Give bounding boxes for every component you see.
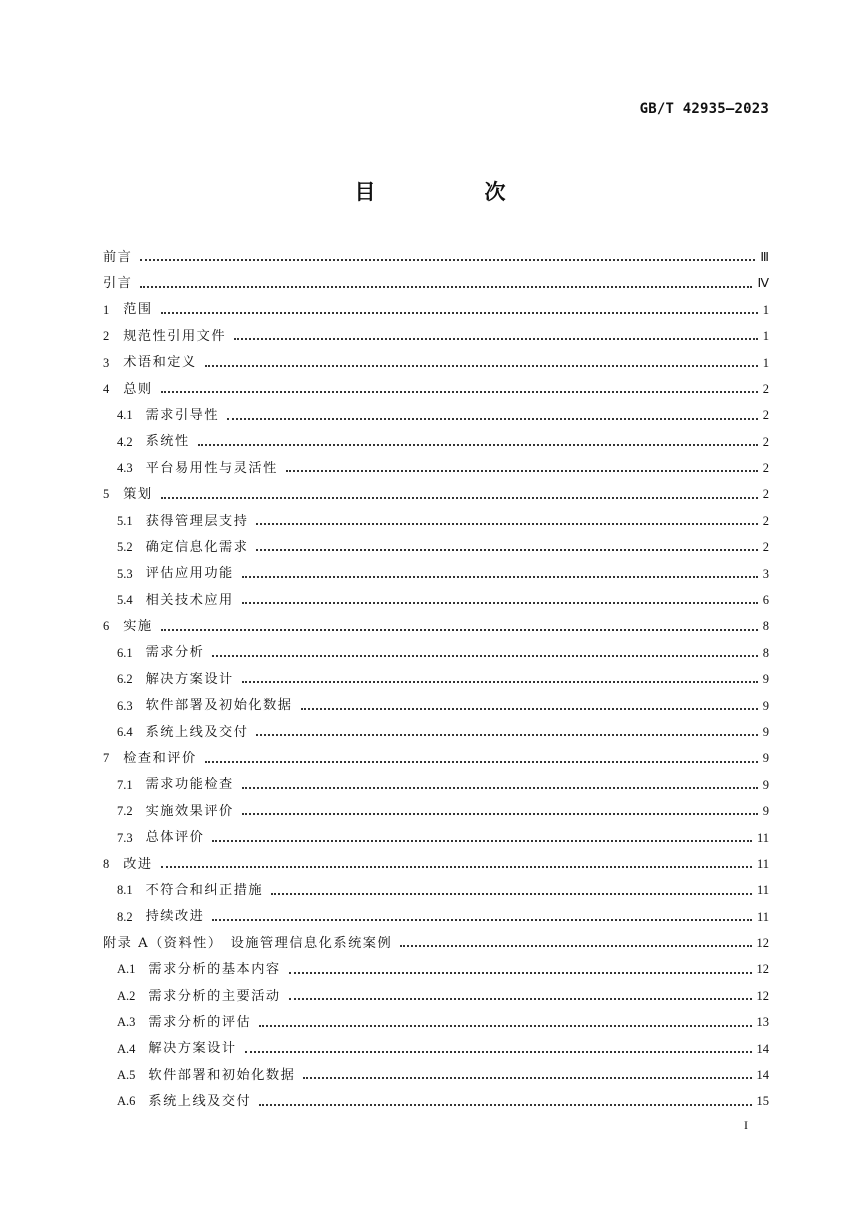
dot-leader: [259, 1025, 751, 1027]
dot-leader: [205, 761, 758, 763]
toc-entry-number: A.3: [117, 1015, 136, 1030]
toc-title: 目 次: [354, 180, 550, 204]
toc-entry-number: 6.4: [117, 724, 133, 739]
toc-entry[interactable]: [103, 297, 769, 323]
dot-leader: [161, 866, 752, 868]
toc-entry-label: 需求引导性: [145, 407, 220, 423]
toc-entry-number: A.5: [117, 1068, 136, 1083]
toc-entry-page: 8: [762, 645, 769, 660]
toc-entry[interactable]: [103, 482, 769, 508]
toc-entry-page: 12: [756, 988, 769, 1003]
toc-entry[interactable]: [103, 429, 769, 455]
toc-entry[interactable]: [103, 402, 769, 428]
toc-entry-label: 需求分析的基本内容: [148, 962, 281, 978]
toc-entry-number: 6.2: [117, 672, 133, 687]
toc-entry-label: 持续改进: [145, 909, 205, 925]
dot-leader: [271, 893, 752, 895]
toc-entry[interactable]: [103, 666, 769, 692]
toc-entry-label: 附录 A（资料性） 设施管理信息化系统案例: [103, 935, 393, 951]
toc-entry-page: 12: [756, 936, 769, 951]
toc-entry-label: 术语和定义: [123, 355, 197, 371]
toc-entry-page: 11: [756, 856, 769, 871]
toc-entry-page: 1: [762, 302, 769, 317]
dot-leader: [234, 338, 758, 340]
toc-entry-label: 需求功能检查: [145, 777, 234, 793]
toc-entry-label: 前言: [103, 249, 133, 265]
dot-leader: [301, 708, 758, 710]
toc-entry-label: 确定信息化需求: [145, 539, 249, 555]
dot-leader: [140, 286, 752, 288]
toc-entry-label: 系统性: [145, 434, 190, 450]
dot-leader: [256, 523, 757, 525]
toc-entry-page: 9: [762, 698, 769, 713]
toc-entry-label: 平台易用性与灵活性: [145, 460, 278, 476]
dot-leader: [212, 840, 752, 842]
dot-leader: [242, 813, 758, 815]
toc-entry-number: 7: [103, 751, 110, 766]
toc-entry-page: 11: [756, 883, 769, 898]
toc-entry-page: Ⅲ: [760, 249, 769, 264]
toc-entry-page: 11: [756, 909, 769, 924]
toc-entry-number: 7.2: [117, 804, 133, 819]
toc-entry[interactable]: [103, 877, 769, 903]
toc-entry[interactable]: [103, 693, 769, 719]
toc-entry-page: 12: [756, 962, 769, 977]
dot-leader: [259, 1104, 751, 1106]
toc-entry[interactable]: [103, 640, 769, 666]
dot-leader: [161, 312, 758, 314]
toc-entry-page: 2: [762, 487, 769, 502]
dot-leader: [140, 259, 755, 261]
toc-entry[interactable]: [103, 798, 769, 824]
dot-leader: [303, 1077, 751, 1079]
toc-entry[interactable]: [103, 904, 769, 930]
toc-entry[interactable]: [103, 825, 769, 851]
toc-entry-page: 9: [762, 751, 769, 766]
toc-entry-label: 实施: [123, 619, 153, 635]
toc-entry[interactable]: [103, 613, 769, 639]
toc-entry[interactable]: [103, 1062, 769, 1088]
toc-entry-page: 2: [762, 408, 769, 423]
toc-entry-number: 6.1: [117, 645, 133, 660]
toc-entry-number: 8: [103, 856, 110, 871]
toc-entry-label: 获得管理层支持: [145, 513, 249, 529]
toc-entry-page: 3: [762, 566, 769, 581]
toc-entry[interactable]: [103, 1089, 769, 1115]
toc-entry-number: 7.3: [117, 830, 133, 845]
toc-entry-page: 2: [762, 381, 769, 396]
toc-entry[interactable]: [103, 534, 769, 560]
toc-entry-page: 1: [762, 355, 769, 370]
toc-entry-label: 不符合和纠正措施: [145, 882, 264, 898]
dot-leader: [256, 549, 757, 551]
toc-entry-label: 解决方案设计: [148, 1041, 237, 1057]
dot-leader: [400, 945, 751, 947]
dot-leader: [161, 391, 758, 393]
dot-leader: [161, 497, 758, 499]
toc-entry-label: 引言: [103, 275, 133, 291]
toc-entry[interactable]: [103, 983, 769, 1009]
toc-entry-label: 检查和评价: [123, 751, 197, 767]
toc-entry-label: 需求分析的评估: [148, 1014, 252, 1030]
toc-entry-number: A.4: [117, 1041, 136, 1056]
toc-entry-number: A.1: [117, 962, 136, 977]
toc-entry-page: 2: [762, 434, 769, 449]
toc-entry-page: 2: [762, 513, 769, 528]
toc-entry-page: 8: [762, 619, 769, 634]
toc-entry-number: 5.4: [117, 593, 133, 608]
toc-entry-label: 系统上线及交付: [145, 724, 249, 740]
toc-entry-number: 4.1: [117, 408, 133, 423]
toc-entry-label: 需求分析: [145, 645, 205, 661]
toc-entry-label: 实施效果评价: [145, 803, 234, 819]
dot-leader: [242, 787, 758, 789]
toc-entry-number: 5.2: [117, 540, 133, 555]
toc-entry-label: 软件部署及初始化数据: [145, 698, 293, 714]
dot-leader: [242, 602, 758, 604]
dot-leader: [286, 470, 758, 472]
toc-entry[interactable]: [103, 957, 769, 983]
toc-entry-number: 6: [103, 619, 110, 634]
toc-entry[interactable]: [103, 587, 769, 613]
dot-leader: [245, 1051, 752, 1053]
toc-entry[interactable]: [103, 851, 769, 877]
toc-entry[interactable]: [103, 376, 769, 402]
toc-entry-label: 改进: [123, 856, 153, 872]
toc-entry[interactable]: [103, 719, 769, 745]
toc-entry-label: 系统上线及交付: [148, 1094, 252, 1110]
toc-entry[interactable]: [103, 1036, 769, 1062]
toc-entry-label: 范围: [123, 302, 153, 318]
dot-leader: [212, 655, 757, 657]
toc-entry-number: 2: [103, 329, 110, 344]
dot-leader: [242, 576, 758, 578]
toc-entry-page: 2: [762, 461, 769, 476]
dot-leader: [161, 629, 758, 631]
toc-entry-number: 1: [103, 302, 110, 317]
toc-entry-page: 13: [756, 1015, 769, 1030]
standard-code: GB/T 42935—2023: [639, 101, 769, 117]
toc-entry-number: 5.3: [117, 566, 133, 581]
toc-entry-number: A.6: [117, 1094, 136, 1109]
toc-entry-label: 规范性引用文件: [123, 328, 227, 344]
toc-entry[interactable]: [103, 508, 769, 534]
dot-leader: [227, 418, 758, 420]
toc-entry-number: 6.3: [117, 698, 133, 713]
dot-leader: [242, 681, 758, 683]
toc-entry-number: 8.1: [117, 883, 133, 898]
toc-entry-label: 需求分析的主要活动: [148, 988, 281, 1004]
toc-entry[interactable]: [103, 455, 769, 481]
toc-entry-page: 6: [762, 593, 769, 608]
toc-entry[interactable]: [103, 561, 769, 587]
toc-entry-label: 相关技术应用: [145, 592, 234, 608]
toc-entry-number: 4.2: [117, 434, 133, 449]
table-of-contents: [103, 244, 769, 1115]
toc-entry-number: 4: [103, 381, 110, 396]
toc-entry-page: Ⅳ: [757, 276, 769, 291]
toc-entry-page: 9: [762, 724, 769, 739]
toc-entry-label: 解决方案设计: [145, 671, 234, 687]
toc-entry[interactable]: [103, 745, 769, 771]
toc-entry-number: 3: [103, 355, 110, 370]
toc-entry-page: 15: [756, 1094, 769, 1109]
dot-leader: [212, 919, 752, 921]
toc-entry-number: 5: [103, 487, 110, 502]
toc-entry-number: 8.2: [117, 909, 133, 924]
toc-entry[interactable]: [103, 772, 769, 798]
toc-entry[interactable]: [103, 930, 769, 956]
toc-entry-number: 4.3: [117, 461, 133, 476]
toc-entry-label: 策划: [123, 487, 153, 503]
toc-entry-label: 总体评价: [145, 830, 205, 846]
dot-leader: [256, 734, 757, 736]
toc-entry-number: 7.1: [117, 777, 133, 792]
toc-entry[interactable]: [103, 1009, 769, 1035]
toc-entry[interactable]: [103, 270, 769, 296]
dot-leader: [198, 444, 758, 446]
dot-leader: [289, 972, 752, 974]
toc-entry-number: 5.1: [117, 513, 133, 528]
dot-leader: [289, 998, 752, 1000]
toc-entry-page: 9: [762, 672, 769, 687]
toc-entry-label: 软件部署和初始化数据: [148, 1067, 296, 1083]
toc-entry[interactable]: [103, 350, 769, 376]
toc-entry-page: 11: [756, 830, 769, 845]
page-number: I: [744, 1118, 748, 1132]
toc-entry-page: 9: [762, 804, 769, 819]
dot-leader: [205, 365, 758, 367]
toc-entry-page: 2: [762, 540, 769, 555]
toc-entry-label: 总则: [123, 381, 153, 397]
toc-entry-page: 14: [756, 1041, 769, 1056]
toc-entry-page: 9: [762, 777, 769, 792]
toc-entry[interactable]: [103, 323, 769, 349]
toc-entry-page: 14: [756, 1068, 769, 1083]
toc-entry-number: A.2: [117, 988, 136, 1003]
toc-entry[interactable]: [103, 244, 769, 270]
toc-entry-label: 评估应用功能: [145, 566, 234, 582]
toc-entry-page: 1: [762, 329, 769, 344]
